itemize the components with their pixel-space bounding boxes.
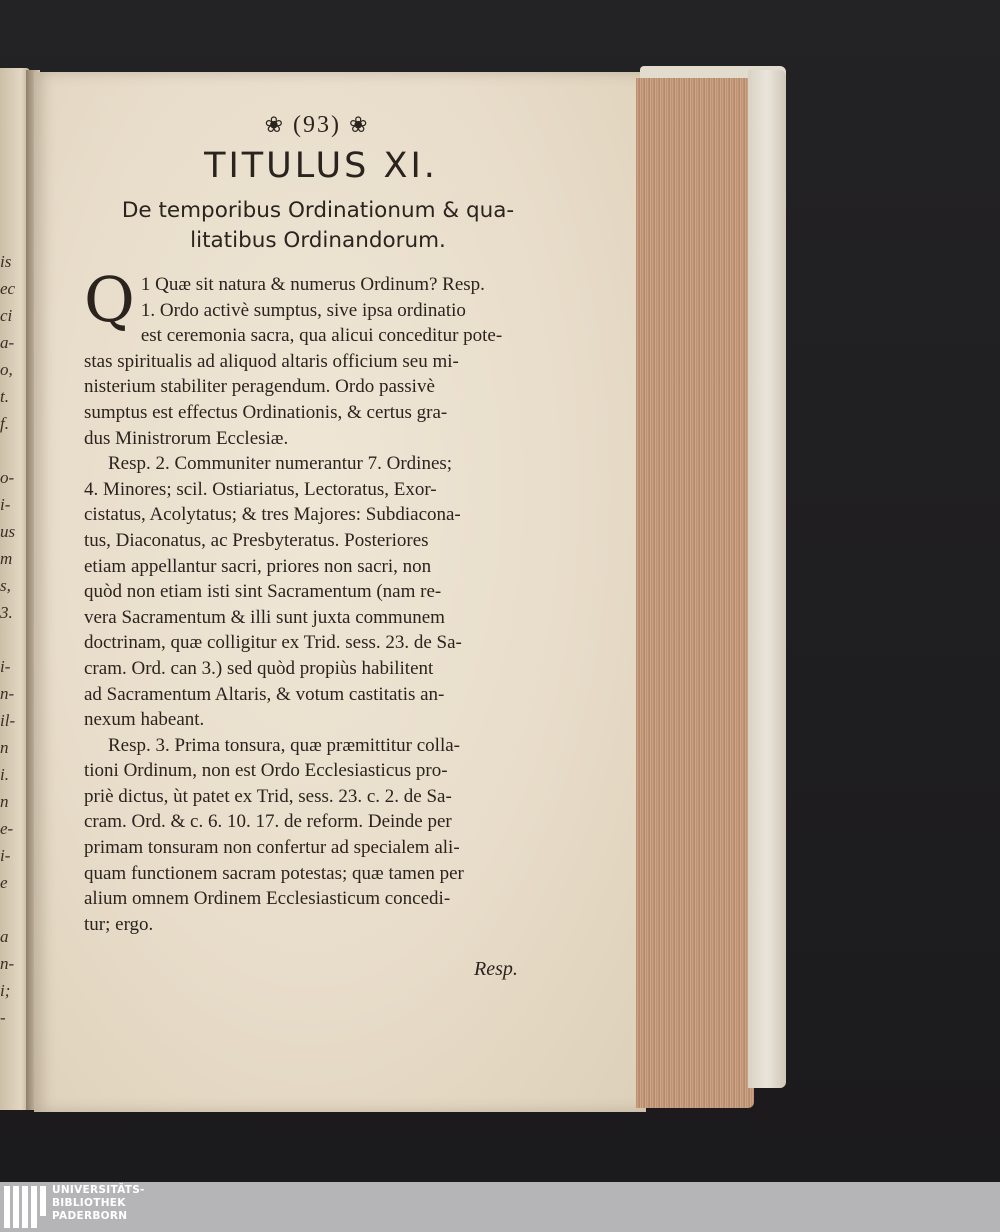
catchword: Resp. [474, 958, 518, 980]
text-line: tur; ergo. [84, 913, 154, 935]
text-line: sumptus est effectus Ordinationis, & certus gra- [84, 401, 448, 423]
text-line: cram. Ord. can 3.) sed quòd propiùs habilitent [84, 657, 434, 679]
edge-fragment: m [0, 549, 13, 568]
chapter-title: TITULUS XI. [204, 146, 438, 186]
text-line: vera Sacramentum & illi sunt juxta communem [84, 606, 445, 628]
edge-fragment: - [0, 1008, 6, 1027]
edge-fragment: i- [0, 657, 11, 676]
text-line: dus Ministrorum Ecclesiæ. [84, 427, 289, 449]
text-line: tus, Diaconatus, ac Presbyteratus. Posteriores [84, 529, 429, 551]
edge-fragment: us [0, 522, 16, 541]
chapter-subtitle [92, 196, 544, 256]
edge-fragment: s, [0, 576, 11, 595]
logo-line: PADERBORN [52, 1210, 128, 1222]
edge-fragment [0, 626, 18, 653]
text-line: Resp. 3. Prima tonsura, quæ præmittitur colla- [108, 734, 460, 756]
edge-fragment: 3. [0, 603, 13, 622]
ornament-right-icon: ❀ [348, 112, 370, 137]
edge-fragment: ec [0, 279, 16, 298]
text-line: etiam appellantur sacri, priores non sacri, non [84, 555, 432, 577]
left-page-edge-text [0, 248, 18, 1031]
logo-line: BIBLIOTHEK [52, 1197, 126, 1209]
text-line: cistatus, Acolytatus; & tres Majores: Subdiacona- [84, 504, 461, 526]
text-line: nexum habeant. [84, 709, 205, 731]
edge-fragment: i. [0, 765, 9, 784]
library-logo-text [52, 1184, 145, 1223]
subtitle-line: De temporibus Ordinationum & qua- [121, 198, 515, 223]
edge-fragment: ci [0, 306, 13, 325]
edge-fragment: n- [0, 684, 15, 703]
edge-fragment: il- [0, 711, 16, 730]
text-line: 4. Minores; scil. Ostiariatus, Lectoratus, Exor- [84, 478, 437, 500]
edge-fragment: i- [0, 846, 11, 865]
text-line: est ceremonia sacra, qua alicui conceditur pote- [140, 325, 503, 347]
text-line: cram. Ord. & c. 6. 10. 17. de reform. Deinde per [84, 811, 452, 833]
edge-fragment [0, 437, 18, 464]
subtitle-line: litatibus Ordinandorum. [190, 228, 446, 253]
drop-cap: Q [84, 263, 135, 336]
text-line: doctrinam, quæ colligitur ex Trid. sess. 23. de Sa- [84, 632, 462, 654]
book-cover-edge [748, 70, 786, 1088]
ornament-left-icon: ❀ [264, 112, 285, 137]
edge-fragment: i- [0, 495, 11, 514]
text-line: primam tonsuram non confertur ad specialem ali- [84, 837, 460, 859]
library-logo-icon [4, 1186, 46, 1228]
page-text-block [84, 112, 544, 937]
edge-fragment: o- [0, 468, 15, 487]
text-line: quam functionem sacram potestas; quæ tamen per [84, 862, 464, 884]
edge-fragment: a [0, 927, 9, 946]
text-line: 1. Ordo activè sumptus, sive ipsa ordinatio [140, 299, 466, 321]
page-number-header [90, 112, 544, 144]
text-line: quòd non etiam isti sint Sacramentum (nam re- [84, 581, 442, 603]
library-footer-bar [0, 1182, 1000, 1232]
page-block-edges [636, 78, 754, 1108]
text-line: priè dictus, ùt patet ex Trid, sess. 23. c. 2. de Sa- [84, 785, 452, 807]
text-line: nisterium stabiliter peragendum. Ordo passivè [84, 376, 435, 398]
edge-fragment: is [0, 252, 12, 271]
logo-line: UNIVERSITÄTS- [52, 1184, 145, 1196]
text-line: tioni Ordinum, non est Ordo Ecclesiasticus pro- [84, 760, 448, 782]
edge-fragment: t. [0, 387, 9, 406]
text-line: Resp. 2. Communiter numerantur 7. Ordines; [108, 453, 453, 475]
edge-fragment: n [0, 738, 9, 757]
text-line: ad Sacramentum Altaris, & votum castitatis an- [84, 683, 445, 705]
edge-fragment: f. [0, 414, 9, 433]
page-number: (93) [293, 112, 341, 138]
edge-fragment: o, [0, 360, 13, 379]
edge-fragment: i; [0, 981, 11, 1000]
body-text [84, 263, 544, 937]
text-line: stas spiritualis ad aliquod altaris officium seu mi- [84, 350, 459, 372]
edge-fragment [0, 896, 18, 923]
edge-fragment: n- [0, 954, 15, 973]
text-line: alium omnem Ordinem Ecclesiasticum concedi- [84, 888, 451, 910]
edge-fragment: a- [0, 333, 15, 352]
edge-fragment: e- [0, 819, 14, 838]
text-line: 1 Quæ sit natura & numerus Ordinum? Resp. [140, 274, 485, 295]
edge-fragment: n [0, 792, 9, 811]
edge-fragment: e [0, 873, 8, 892]
